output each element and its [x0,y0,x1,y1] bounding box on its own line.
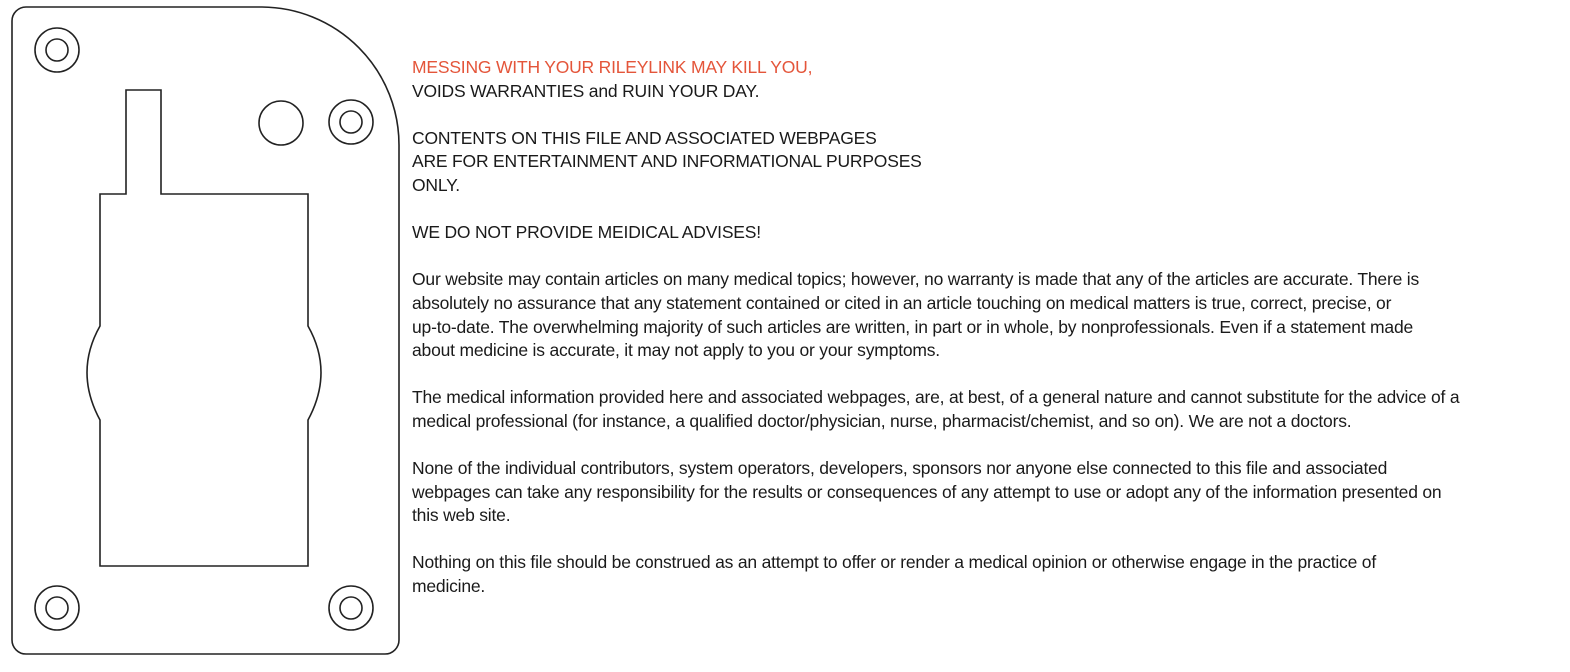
warning-line-2: VOIDS WARRANTIES and RUIN YOUR DAY. [412,80,760,101]
mounting-hole-top-left [35,28,79,72]
component-hole [259,101,303,145]
warning-block [412,56,1557,103]
mounting-hole-bottom-right [329,586,373,630]
paragraph-accuracy: Our website may contain articles on many medical topics; however, no warranty is made that any of the articles are accurate. There is absolutely no assurance that any statement contained or cited in an article touching on medical matters is true, correct, precise, or up-to-date. The overwhelming majority of such articles are written, in part or in whole, by nonprofessionals. Even if a statement made about medicine is accurate, it may not apply to you or your symptoms. [412,269,1420,361]
paragraph-responsibility: None of the individual contributors, system operators, developers, sponsors nor anyone else connected to this file and associated webpages can take any responsibility for the results or consequences of any attempt to use or adopt any of the information presented on this web site. [412,458,1442,526]
no-medical-advice: WE DO NOT PROVIDE MEIDICAL ADVISES! [412,222,761,243]
warning-line: MESSING WITH YOUR RILEYLINK MAY KILL YOU, [412,57,813,77]
board-outline-drawing [0,0,400,672]
disclaimer-text [412,56,1557,622]
board-outline [12,7,399,654]
battery-cutout [87,90,321,566]
paragraph-no-opinion: Nothing on this file should be construed as an attempt to offer or render a medical opinion or otherwise engage in the practice of medicine. [412,552,1376,597]
contents-notice: CONTENTS ON THIS FILE AND ASSOCIATED WEBPAGES ARE FOR ENTERTAINMENT AND INFORMATIONAL PURPOSES ONLY. [412,127,922,195]
paragraph-not-substitute: The medical information provided here and associated webpages, are, at best, of a general nature and cannot substitute for the advice of a medical professional (for instance, a qualified doctor/physician, nurse, pharmacist/chemist, and so on). We are not a doctors. [412,387,1460,431]
mounting-hole-bottom-left [35,586,79,630]
mounting-hole-top-right [329,100,373,144]
